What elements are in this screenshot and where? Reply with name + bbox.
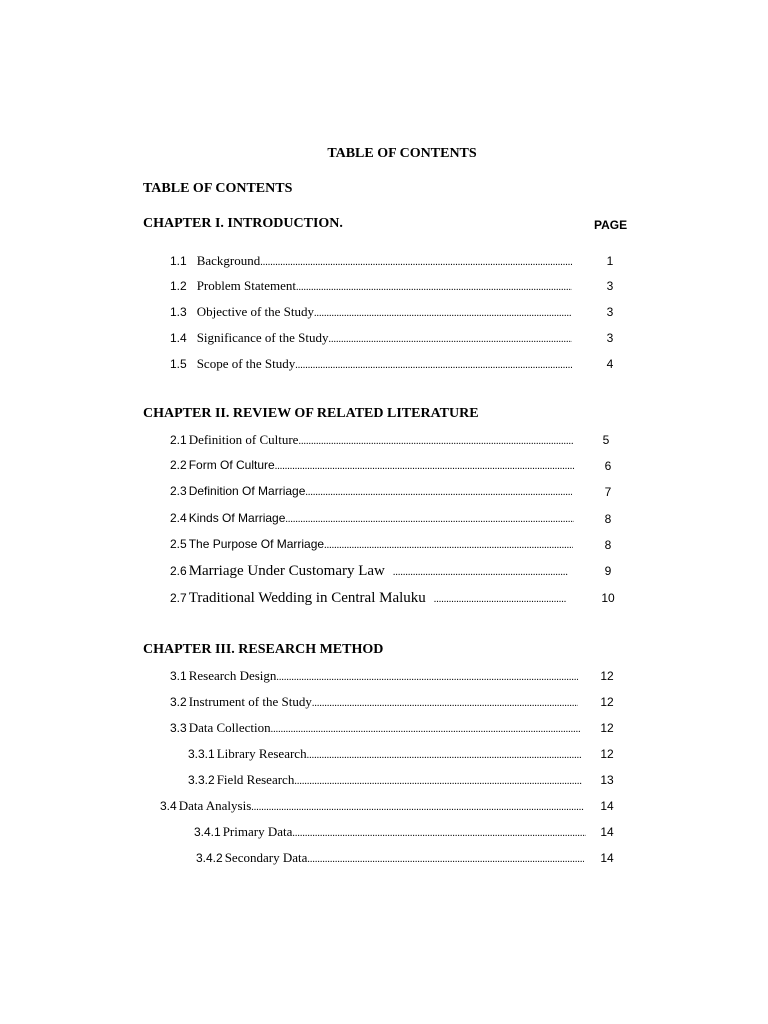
leader-dots [307, 854, 584, 865]
leader-dots [305, 487, 572, 498]
entry-title: Data Collection [188, 720, 271, 735]
entry-page: 12 [600, 695, 614, 709]
entry-title: Instrument of the Study [188, 694, 312, 709]
chapter-2-title: CHAPTER II. REVIEW OF RELATED LITERATURE [143, 406, 479, 421]
entry-number: 2.3 [170, 484, 187, 498]
leader-dots [312, 698, 578, 709]
entry-title: Form Of Culture [188, 458, 275, 472]
entry-title: Traditional Wedding in Central Maluku [188, 590, 426, 606]
entry-title: Scope of the Study [196, 356, 296, 371]
entry-number: 1.3 [170, 305, 187, 319]
entry-title: Marriage Under Customary Law [188, 563, 385, 579]
toc-entry[interactable] [170, 330, 572, 348]
entry-page: 7 [604, 485, 612, 499]
toc-entry[interactable] [188, 746, 582, 764]
leader-dots [393, 567, 568, 578]
leader-dots [434, 594, 566, 605]
entry-page: 8 [604, 512, 612, 526]
entry-number: 3.4.1 [194, 825, 221, 839]
entry-page: 8 [604, 538, 612, 552]
entry-title: Definition of Culture [188, 432, 299, 447]
toc-entry[interactable] [170, 720, 580, 738]
entry-number: 1.4 [170, 331, 187, 345]
entry-page: 5 [602, 433, 610, 447]
entry-page: 3 [606, 331, 614, 345]
entry-number: 2.4 [170, 511, 187, 525]
entry-title: Kinds Of Marriage [188, 511, 286, 525]
entry-title: Background [196, 253, 261, 268]
toc-entry[interactable] [170, 304, 572, 322]
entry-page: 12 [600, 669, 614, 683]
leader-dots [292, 828, 586, 839]
entry-number: 3.3.2 [188, 773, 215, 787]
entry-title: Data Analysis [178, 798, 252, 813]
entry-page: 12 [600, 721, 614, 735]
toc-entry[interactable] [170, 458, 574, 476]
entry-title: Field Research [216, 772, 295, 787]
entry-number: 1.1 [170, 254, 187, 268]
entry-page: 12 [600, 747, 614, 761]
toc-entry[interactable] [170, 537, 573, 555]
entry-number: 3.3.1 [188, 747, 215, 761]
entry-title: The Purpose Of Marriage [188, 537, 325, 551]
entry-page: 3 [606, 305, 614, 319]
toc-heading: TABLE OF CONTENTS [143, 181, 293, 196]
page-title: TABLE OF CONTENTS [327, 146, 477, 161]
entry-number: 2.2 [170, 458, 187, 472]
entry-page: 13 [600, 773, 614, 787]
entry-number: 3.1 [170, 669, 187, 683]
entry-number: 3.4 [160, 799, 177, 813]
entry-title: Library Research [216, 746, 307, 761]
entry-title: Significance of the Study [196, 330, 329, 345]
entry-page: 9 [604, 564, 612, 578]
entry-page: 14 [600, 799, 614, 813]
leader-dots [324, 540, 573, 551]
entry-number: 3.3 [170, 721, 187, 735]
entry-page: 3 [606, 279, 614, 293]
toc-entry[interactable] [170, 278, 572, 296]
entry-page: 14 [600, 825, 614, 839]
entry-title: Primary Data [222, 824, 293, 839]
leader-dots [260, 257, 572, 268]
leader-dots [285, 514, 574, 525]
toc-entry[interactable] [170, 484, 572, 502]
toc-entry[interactable] [170, 563, 568, 581]
entry-title: Secondary Data [224, 850, 308, 865]
entry-number: 3.4.2 [196, 851, 223, 865]
entry-title: Problem Statement [196, 278, 296, 293]
entry-page: 14 [600, 851, 614, 865]
entry-number: 1.2 [170, 279, 187, 293]
toc-entry[interactable] [196, 850, 584, 868]
toc-entry[interactable] [170, 694, 578, 712]
entry-page: 4 [606, 357, 614, 371]
entry-number: 1.5 [170, 357, 187, 371]
chapter-3-title: CHAPTER III. RESEARCH METHOD [143, 642, 384, 657]
toc-entry[interactable] [160, 798, 584, 816]
leader-dots [294, 776, 582, 787]
chapter-1-title: CHAPTER I. INTRODUCTION. [143, 216, 343, 231]
entry-title: Research Design [188, 668, 277, 683]
leader-dots [296, 282, 572, 293]
leader-dots [298, 436, 574, 447]
entry-number: 2.7 [170, 591, 187, 605]
leader-dots [314, 308, 572, 319]
entry-title: Objective of the Study [196, 304, 315, 319]
leader-dots [276, 672, 578, 683]
entry-number: 2.5 [170, 537, 187, 551]
leader-dots [275, 461, 574, 472]
entry-number: 2.1 [170, 433, 187, 447]
toc-entry[interactable] [170, 432, 574, 450]
entry-page: 6 [604, 459, 612, 473]
toc-entry[interactable] [194, 824, 586, 842]
toc-entry[interactable] [188, 772, 582, 790]
leader-dots [328, 334, 572, 345]
leader-dots [251, 802, 584, 813]
entry-page: 1 [606, 254, 614, 268]
toc-entry[interactable] [170, 253, 572, 271]
entry-number: 3.2 [170, 695, 187, 709]
toc-entry[interactable] [170, 668, 578, 686]
entry-page: 10 [601, 591, 615, 605]
entry-title: Definition Of Marriage [188, 484, 306, 498]
entry-number: 2.6 [170, 564, 187, 578]
toc-entry[interactable] [170, 356, 572, 374]
toc-entry[interactable] [170, 590, 566, 608]
leader-dots [271, 724, 580, 735]
leader-dots [307, 750, 582, 761]
page-column-label: PAGE [594, 218, 628, 232]
leader-dots [295, 360, 572, 371]
toc-entry[interactable] [170, 511, 574, 529]
